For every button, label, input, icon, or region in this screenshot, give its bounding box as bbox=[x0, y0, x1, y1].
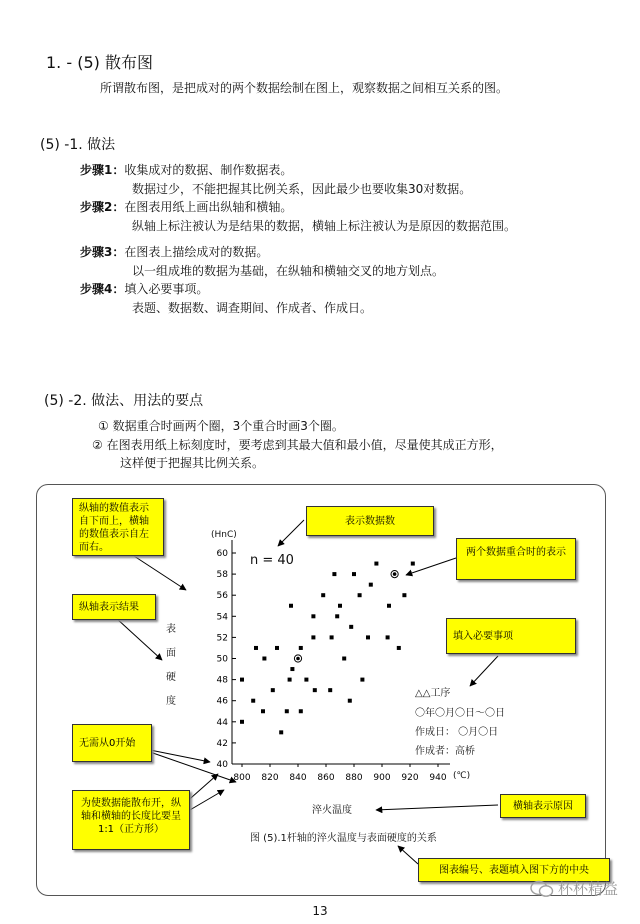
step2-detail: 纵轴上标注被认为是结果的数据，横轴上标注被认为是原因的数据范围。 bbox=[132, 219, 517, 233]
arrow-not-zero-a bbox=[150, 750, 210, 762]
data-point bbox=[304, 678, 308, 682]
note-axis-direction: 纵轴的数值表示自下而上，横轴的数值表示自左而右。 bbox=[72, 498, 164, 556]
arrow-caption bbox=[398, 846, 418, 864]
y-unit: (HnC) bbox=[211, 530, 237, 540]
data-point bbox=[262, 657, 266, 661]
data-point bbox=[275, 646, 279, 650]
note-fill-items: 填入必要事项 bbox=[446, 618, 576, 654]
step2-line1: 在图表用纸上画出纵轴和横轴。 bbox=[124, 200, 293, 214]
data-point bbox=[387, 604, 391, 608]
data-point bbox=[402, 593, 406, 597]
data-point bbox=[366, 635, 370, 639]
step4-detail: 表题、数据数、调查期间、作成者、作成日。 bbox=[132, 301, 373, 315]
data-point bbox=[240, 720, 244, 724]
x-tick-label: 800 bbox=[233, 773, 251, 783]
x-tick-label: 820 bbox=[261, 773, 279, 783]
data-point bbox=[397, 646, 401, 650]
data-point bbox=[254, 646, 258, 650]
step3-key: 步骤3： bbox=[80, 245, 125, 259]
y-tick-label: 44 bbox=[216, 717, 228, 728]
data-point bbox=[313, 688, 317, 692]
data-point bbox=[374, 562, 378, 566]
y-tick-label: 46 bbox=[216, 696, 228, 707]
x-axis-label: 淬火温度 bbox=[312, 805, 352, 816]
data-point bbox=[360, 678, 364, 682]
watermark bbox=[530, 878, 618, 899]
data-point bbox=[352, 572, 356, 576]
x-unit: (℃) bbox=[453, 771, 471, 781]
note-overlap: 两个数据重合时的表示 bbox=[456, 538, 576, 580]
data-point bbox=[261, 709, 265, 713]
figure-caption: 图 (5).1杆轴的淬火温度与表面硬度的关系 bbox=[250, 833, 437, 844]
data-point bbox=[369, 583, 373, 587]
y-tick-label: 50 bbox=[216, 654, 228, 665]
step2-key: 步骤2： bbox=[80, 200, 125, 214]
data-point bbox=[289, 604, 293, 608]
step1-line1: 收集成对的数据、制作数据表。 bbox=[124, 163, 293, 177]
data-point bbox=[288, 678, 292, 682]
arrow-fill-items bbox=[470, 656, 498, 686]
note-caption-position: 图表编号、表题填入图下方的中央 bbox=[418, 858, 610, 882]
step1-detail: 数据过少，不能把握其比例关系，因此最少也要收集30对数据。 bbox=[132, 182, 472, 196]
data-point bbox=[358, 593, 362, 597]
note-y-result: 纵轴表示结果 bbox=[72, 594, 156, 620]
y-tick-label: 54 bbox=[216, 612, 228, 623]
data-point bbox=[311, 614, 315, 618]
data-point bbox=[240, 678, 244, 682]
chat-bubbles-icon bbox=[530, 880, 554, 898]
data-point bbox=[321, 593, 325, 597]
x-tick-label: 860 bbox=[317, 773, 335, 783]
y-tick-label: 58 bbox=[216, 570, 228, 581]
data-point bbox=[338, 604, 342, 608]
point1-text: ① 数据重合时画两个圈，3个重合时画3个圈。 bbox=[98, 419, 344, 433]
data-point bbox=[290, 667, 294, 671]
step4-line1: 填入必要事项。 bbox=[124, 282, 209, 296]
data-point bbox=[285, 709, 289, 713]
data-point bbox=[311, 635, 315, 639]
watermark-text: 杯杯精益 bbox=[557, 880, 618, 898]
data-point bbox=[330, 635, 334, 639]
data-point bbox=[411, 562, 415, 566]
data-point bbox=[349, 625, 353, 629]
n-label: n = 40 bbox=[250, 553, 294, 568]
info-period: 〇年〇月〇日～〇日 bbox=[415, 708, 505, 719]
x-tick-label: 920 bbox=[401, 773, 419, 783]
step3-detail: 以一组成堆的数据为基础，在纵轴和横轴交叉的地方划点。 bbox=[132, 264, 445, 278]
y-tick-label: 56 bbox=[216, 591, 228, 602]
step3-line1: 在图表上描绘成对的数据。 bbox=[124, 245, 269, 259]
note-ratio: 为使数据能散布开，纵轴和横轴的长度比要呈1:1（正方形） bbox=[72, 790, 190, 850]
x-tick-label: 840 bbox=[289, 773, 307, 783]
arrow-x-cause bbox=[376, 805, 498, 810]
x-tick-label: 880 bbox=[345, 773, 363, 783]
point2-cont: 这样便于把握其比例关系。 bbox=[120, 456, 265, 470]
y-tick-label: 40 bbox=[216, 760, 228, 770]
arrow-overlap bbox=[406, 558, 456, 575]
section1-title: (5) -1. 做法 bbox=[40, 137, 116, 153]
arrow-y-result bbox=[116, 618, 162, 660]
step4-key: 步骤4： bbox=[80, 282, 125, 296]
x-tick-label: 940 bbox=[429, 773, 447, 783]
info-author: 作成者：高桥 bbox=[415, 746, 475, 757]
y-tick-label: 42 bbox=[216, 738, 228, 749]
y-axis-label: 表面硬度 bbox=[166, 624, 176, 707]
intro-text: 所谓散布图，是把成对的两个数据绘制在图上，观察数据之间相互关系的图。 bbox=[100, 81, 509, 95]
data-point bbox=[299, 709, 303, 713]
step1-key: 步骤1： bbox=[80, 163, 125, 177]
y-tick-label: 48 bbox=[216, 675, 228, 686]
y-tick-label: 52 bbox=[216, 633, 228, 644]
data-point bbox=[299, 646, 303, 650]
data-point bbox=[271, 688, 275, 692]
double-point-dot bbox=[393, 572, 397, 576]
section2-title: (5) -2. 做法、用法的要点 bbox=[44, 393, 204, 409]
data-point bbox=[386, 635, 390, 639]
page-heading: 1. - (5) 散布图 bbox=[46, 53, 153, 72]
arrow-axis-dir bbox=[134, 556, 186, 590]
info-process: △△工序 bbox=[415, 688, 451, 699]
x-tick-label: 900 bbox=[373, 773, 391, 783]
note-x-cause: 横轴表示原因 bbox=[500, 794, 586, 818]
page-number: 13 bbox=[312, 904, 328, 918]
double-point-dot bbox=[296, 657, 300, 661]
data-point bbox=[251, 699, 255, 703]
data-point bbox=[332, 572, 336, 576]
y-tick-label: 60 bbox=[216, 549, 228, 559]
point2-text: ② 在图表用纸上标刻度时，要考虑到其最大值和最小值，尽量使其成正方形， bbox=[92, 438, 503, 452]
note-not-zero: 无需从0开始 bbox=[72, 724, 152, 762]
data-point bbox=[279, 730, 283, 734]
note-data-count: 表示数据数 bbox=[306, 506, 434, 536]
data-point bbox=[328, 688, 332, 692]
data-point bbox=[348, 699, 352, 703]
arrow-n-label bbox=[278, 520, 304, 546]
data-point bbox=[335, 614, 339, 618]
data-point bbox=[342, 657, 346, 661]
info-date: 作成日： 〇月〇日 bbox=[415, 727, 499, 738]
